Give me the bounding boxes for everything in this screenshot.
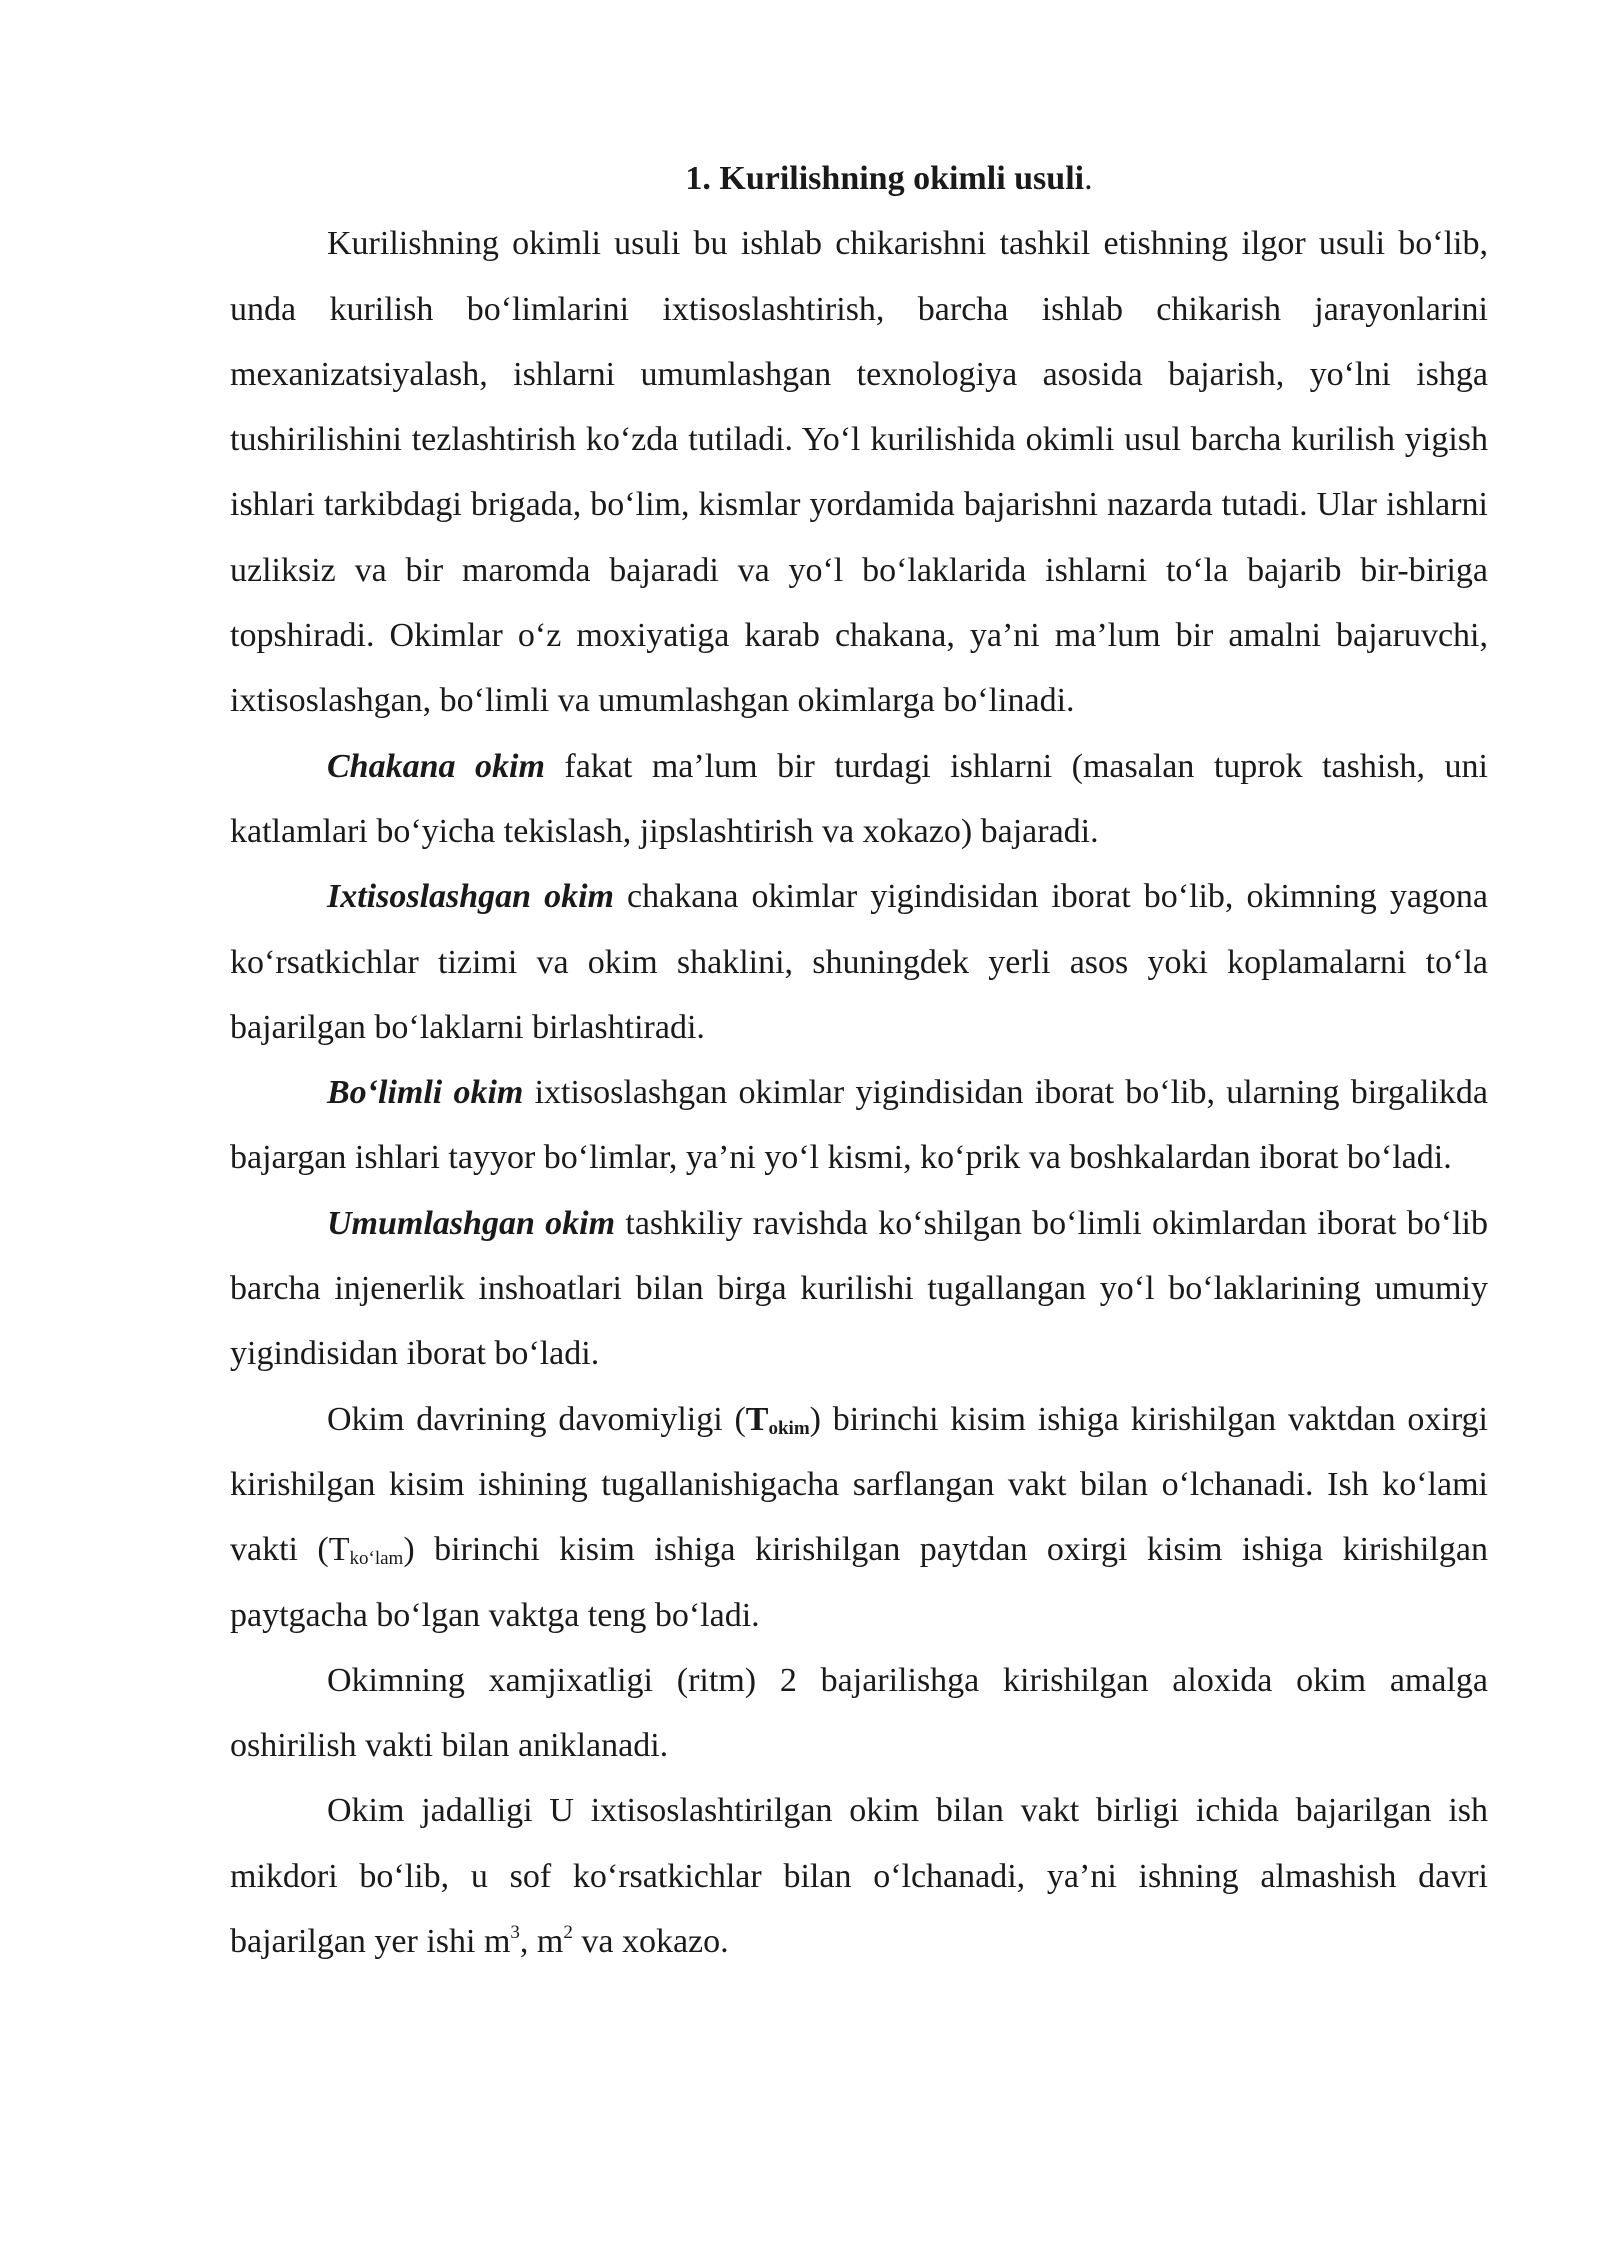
superscript-2: 2 bbox=[563, 1922, 573, 1944]
paragraph-okim-davomiyligi bbox=[230, 1387, 1488, 1648]
section-title-text: 1. Kurilishning okimli usuli bbox=[685, 160, 1085, 197]
paragraph-text: ixtisoslashgan okimlar yigindisidan iborat bo‘lib, ularning birgalikda bajargan ishlari tayyor bo‘limlar, ya’ni yo‘l kismi, ko‘prik va boshkalardan iborat bo‘ladi. bbox=[230, 1074, 1489, 1177]
section-title-dot: . bbox=[1084, 160, 1093, 197]
paragraph-text: ) birinchi kisim ishiga kirishilgan paytdan oxirgi kisim ishiga kirishilgan paytgacha bo‘lgan vaktga teng bo‘ladi. bbox=[230, 1531, 1488, 1634]
term-chakana-okim: Chakana okim bbox=[327, 747, 545, 785]
document-page bbox=[230, 146, 1488, 1974]
paragraph-text: tashkiliy ravishda ko‘shilgan bo‘limli okimlardan iborat bo‘lib barcha injenerlik inshoatlari bilan birga kurilishi tugallangan yo‘l bo‘laklarining umumiy yigindisidan iborat bo‘ladi. bbox=[230, 1204, 1488, 1373]
subscript-okim: okim bbox=[768, 1417, 810, 1439]
paragraph-text: Okim jadalligi U ixtisoslashtirilgan okim bilan vakt birligi ichida bajarilgan ish mikdori bo‘lib, u sof ko‘rsatkichlar bilan o‘lchanadi, ya’ni ishning almashish davri bajarilgan yer ishi m bbox=[230, 1792, 1488, 1961]
superscript-3: 3 bbox=[510, 1922, 520, 1944]
section-title bbox=[230, 146, 1488, 211]
paragraph-okim-jadalligi bbox=[230, 1778, 1488, 1974]
term-umumlashgan-okim: Umumlashgan okim bbox=[327, 1204, 616, 1242]
paragraph-ixtisoslashgan-okim bbox=[230, 864, 1488, 1060]
subscript-kolam: ko‘lam bbox=[349, 1548, 404, 1570]
paragraph-text: , m bbox=[519, 1923, 564, 1961]
paragraph-text: chakana okimlar yigindisidan iborat bo‘lib, okimning yagona ko‘rsatkichlar tizimi va okim shaklini, shuningdek yerli asos yoki koplamalarni to‘la bajarilgan bo‘laklarni birlashtiradi. bbox=[230, 878, 1488, 1046]
paragraph-umumlashgan-okim bbox=[230, 1191, 1488, 1387]
paragraph-intro: Kurilishning okimli usuli bu ishlab chikarishni tashkil etishning ilgor usuli bo‘lib, unda kurilish bo‘limlarini ixtisoslashtirish, barcha ishlab chikarish jarayonlarini mexanizatsiyalash, ishlarni umumlashgan texnologiya asosida bajarish, yo‘lni ishga tushirilishini tezlashtirish ko‘zda tutiladi. Yo‘l kurilishida okimli usul barcha kurilish yigish ishlari tarkibdagi brigada, bo‘lim, kismlar yordamida bajarishni nazarda tutadi. Ular ishlarni uzliksiz va bir maromda bajaradi va yo‘l bo‘laklarida ishlarni to‘la bajarib bir-biriga topshiradi. Okimlar o‘z moxiyatiga karab chakana, ya’ni ma’lum bir amalni bajaruvchi, ixtisoslashgan, bo‘limli va umumlashgan okimlarga bo‘linadi. bbox=[230, 225, 1488, 720]
term-ixtisoslashgan-okim: Ixtisoslashgan okim bbox=[327, 878, 615, 916]
paragraph-text: fakat ma’lum bir turdagi ishlarni (masalan tuprok tashish, uni katlamlari bo‘yicha tekislash, jipslashtirish va xokazo) bajaradi. bbox=[230, 747, 1489, 850]
paragraph-bolimli-okim bbox=[230, 1060, 1488, 1191]
paragraph-text: ) birinchi kisim ishiga kirishilgan vaktdan oxirgi kirishilgan kisim ishining tugallanishigacha sarflangan vakt bilan o‘lchanadi. Ish ko‘lami vakti (T bbox=[230, 1400, 1488, 1569]
symbol-t: T bbox=[745, 1400, 769, 1438]
term-bolimli-okim: Bo‘limli okim bbox=[327, 1074, 524, 1112]
paragraph-chakana-okim bbox=[230, 734, 1488, 865]
paragraph-text: va xokazo. bbox=[572, 1923, 729, 1961]
paragraph-okim-ritm: Okimning xamjixatligi (ritm) 2 bajarilishga kirishilgan aloxida okim amalga oshirilish vakti bilan aniklanadi. bbox=[230, 1661, 1488, 1765]
paragraph-text: Okim davrining davomiyligi ( bbox=[327, 1400, 746, 1438]
